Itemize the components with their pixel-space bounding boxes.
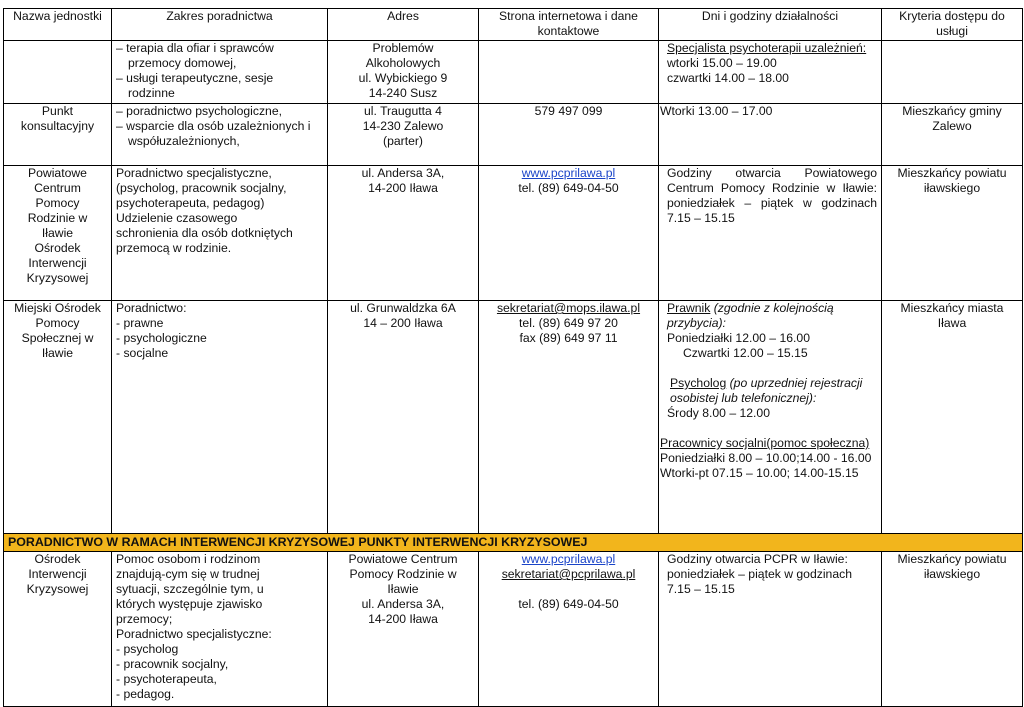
dni-line: Środy 8.00 – 12.00 bbox=[667, 406, 770, 420]
dni-text: Godziny otwarcia PCPR w Iławie: poniedziałek – piątek w godzinach 7.15 – 15.15 bbox=[667, 552, 852, 596]
cell-dni bbox=[659, 552, 882, 707]
kryteria-line: Mieszkańcy miasta bbox=[900, 301, 1004, 315]
header-dni: Dni i godziny działalności bbox=[659, 9, 882, 41]
zakres-line: sytuacji, szczególnie tym, u bbox=[116, 582, 264, 596]
zakres-line: - psychologiczne bbox=[116, 331, 207, 345]
psycholog-note: (po uprzedniej rejestracji osobistej lub telefonicznej): bbox=[670, 376, 863, 405]
zakres-line: Poradnictwo specjalistyczne, bbox=[116, 166, 272, 180]
zakres-line: schronienia dla osób dotkniętych bbox=[116, 226, 293, 240]
cell-dni bbox=[659, 104, 882, 166]
adres-line: ul. Andersa 3A, bbox=[361, 597, 445, 611]
cell-dni bbox=[659, 166, 882, 301]
table-row bbox=[4, 166, 1023, 301]
adres-line: Iławie bbox=[387, 582, 419, 596]
website-link[interactable]: www.pcprilawa.pl bbox=[521, 166, 616, 180]
phone-number: 579 497 099 bbox=[534, 104, 603, 118]
cell-kryteria bbox=[882, 41, 1023, 104]
header-nazwa: Nazwa jednostki bbox=[4, 9, 112, 41]
zakres-line: których występuje zjawisko bbox=[116, 597, 263, 611]
dni-line: Wtorki 13.00 – 17.00 bbox=[660, 104, 773, 118]
cell-dni bbox=[659, 41, 882, 104]
cell-kontakt bbox=[479, 41, 659, 104]
cell-kryteria bbox=[882, 166, 1023, 301]
kryteria-line: Zalewo bbox=[932, 119, 972, 133]
header-kryteria: Kryteria dostępu do usługi bbox=[882, 9, 1023, 41]
nazwa-line: Pomocy bbox=[35, 196, 80, 210]
cell-adres bbox=[328, 104, 479, 166]
zakres-line: - psycholog bbox=[116, 642, 179, 656]
nazwa-line: Miejski Ośrodek bbox=[14, 301, 101, 315]
adres-line: 14 – 200 Iława bbox=[363, 316, 443, 330]
cell-adres bbox=[328, 301, 479, 534]
fax-number: fax (89) 649 97 11 bbox=[519, 331, 618, 345]
phone-number: tel. (89) 649-04-50 bbox=[518, 181, 619, 195]
kryteria-line: iławskiego bbox=[923, 181, 981, 195]
adres-line: Alkoholowych bbox=[365, 56, 441, 70]
dni-line: Czwartki 12.00 – 15.15 bbox=[683, 346, 808, 360]
adres-line: Pomocy Rodzinie w bbox=[349, 567, 457, 581]
phone-number: tel. (89) 649 97 20 bbox=[519, 316, 618, 330]
cell-zakres bbox=[112, 41, 328, 104]
cell-kontakt bbox=[479, 552, 659, 707]
adres-line: ul. Traugutta 4 bbox=[364, 104, 442, 118]
dni-line: wtorki 15.00 – 19.00 bbox=[667, 56, 777, 70]
cell-nazwa bbox=[4, 41, 112, 104]
nazwa-line: Interwencji bbox=[28, 567, 87, 581]
nazwa-line: Iławie bbox=[41, 346, 74, 360]
nazwa-line: Kryzysowej bbox=[26, 582, 89, 596]
header-adres: Adres bbox=[328, 9, 479, 41]
cell-dni bbox=[659, 301, 882, 534]
adres-line: ul. Andersa 3A, bbox=[361, 166, 445, 180]
zakres-line: Poradnictwo: bbox=[116, 301, 187, 315]
zakres-line: znajdują-cym się w trudnej bbox=[116, 567, 260, 581]
phone-number: tel. (89) 649-04-50 bbox=[518, 597, 619, 611]
pracownicy-label: Pracownicy socjalni(pomoc społeczna) bbox=[660, 436, 870, 450]
dni-label: Specjalista psychoterapii uzależnień: bbox=[667, 41, 867, 55]
kryteria-line: Iława bbox=[937, 316, 967, 330]
table-row bbox=[4, 41, 1023, 104]
table-row bbox=[4, 104, 1023, 166]
cell-kontakt bbox=[479, 301, 659, 534]
kryteria-line: Mieszkańcy powiatu bbox=[897, 552, 1007, 566]
nazwa-line: Pomocy bbox=[35, 316, 80, 330]
section-title: PORADNICTWO W RAMACH INTERWENCJI KRYZYSOWEJ PUNKTY INTERWENCJI KRYZYSOWEJ bbox=[4, 534, 1023, 552]
cell-kontakt bbox=[479, 166, 659, 301]
adres-line: 14-230 Zalewo bbox=[362, 119, 444, 133]
zakres-line: Pomoc osobom i rodzinom bbox=[116, 552, 261, 566]
cell-zakres bbox=[112, 301, 328, 534]
nazwa-line: konsultacyjny bbox=[20, 119, 95, 133]
nazwa-line: Rodzinie w bbox=[27, 211, 88, 225]
cell-kryteria bbox=[882, 104, 1023, 166]
zakres-line: przemocy; bbox=[116, 612, 173, 626]
cell-nazwa bbox=[4, 301, 112, 534]
adres-line: 14-200 Iława bbox=[368, 612, 438, 626]
website-link[interactable]: www.pcprilawa.pl bbox=[521, 552, 616, 566]
nazwa-line: Kryzysowej bbox=[26, 271, 89, 285]
adres-line: 14-240 Susz bbox=[368, 86, 438, 100]
nazwa-line: Ośrodek bbox=[34, 241, 81, 255]
nazwa-line: Powiatowe bbox=[28, 166, 87, 180]
zakres-line: Poradnictwo specjalistyczne: bbox=[116, 627, 272, 641]
nazwa-line: Interwencji bbox=[28, 256, 87, 270]
cell-nazwa bbox=[4, 166, 112, 301]
nazwa-line: Iławie bbox=[41, 226, 74, 240]
cell-kryteria bbox=[882, 552, 1023, 707]
cell-zakres bbox=[112, 104, 328, 166]
adres-line: 14-200 Iława bbox=[368, 181, 438, 195]
adres-line: Problemów bbox=[372, 41, 434, 55]
zakres-line: przemocą w rodzinie. bbox=[116, 241, 232, 255]
zakres-line: - pracownik socjalny, bbox=[116, 657, 229, 671]
nazwa-line: Centrum bbox=[34, 181, 81, 195]
cell-kontakt bbox=[479, 104, 659, 166]
cell-zakres bbox=[112, 552, 328, 707]
zakres-line: - prawne bbox=[116, 316, 164, 330]
zakres-line: Udzielenie czasowego bbox=[116, 211, 238, 225]
kryteria-line: Mieszkańcy gminy bbox=[902, 104, 1002, 118]
nazwa-line: Ośrodek bbox=[34, 552, 81, 566]
zakres-line: - pedagog. bbox=[116, 687, 175, 701]
dni-line: czwartki 14.00 – 18.00 bbox=[667, 71, 789, 85]
dni-line: Poniedziałki 12.00 – 16.00 bbox=[667, 331, 810, 345]
zakres-line: - socjalne bbox=[116, 346, 169, 360]
kryteria-line: Mieszkańcy powiatu bbox=[897, 166, 1007, 180]
zakres-line: psychoterapeuta, pedagog) bbox=[116, 196, 265, 210]
prawnik-note: (zgodnie z kolejnością przybycia): bbox=[667, 301, 834, 330]
cell-kryteria bbox=[882, 301, 1023, 534]
dni-line: Poniedziałki 8.00 – 10.00;14.00 - 16.00 bbox=[660, 451, 872, 465]
zakres-item: – terapia dla ofiar i sprawców przemocy domowej, bbox=[116, 41, 274, 70]
services-table bbox=[3, 8, 1023, 707]
kryteria-line: iławskiego bbox=[923, 567, 981, 581]
email-link[interactable]: sekretariat@pcprilawa.pl bbox=[501, 567, 636, 581]
cell-adres bbox=[328, 41, 479, 104]
zakres-line: - psychoterapeuta, bbox=[116, 672, 217, 686]
psycholog-label: Psycholog bbox=[670, 376, 727, 390]
nazwa-line: Społecznej w bbox=[21, 331, 94, 345]
adres-line: ul. Grunwaldzka 6A bbox=[350, 301, 456, 315]
cell-adres bbox=[328, 552, 479, 707]
adres-line: Powiatowe Centrum bbox=[348, 552, 458, 566]
prawnik-label: Prawnik bbox=[667, 301, 711, 315]
email-link[interactable]: sekretariat@mops.ilawa.pl bbox=[496, 301, 641, 315]
dni-text: Godziny otwarcia Powiatowego Centrum Pomocy Rodzinie w Iławie: poniedziałek – piątek w godzinach 7.15 – 15.15 bbox=[667, 166, 877, 225]
zakres-item: – usługi terapeutyczne, sesje rodzinne bbox=[116, 71, 274, 100]
cell-nazwa bbox=[4, 104, 112, 166]
zakres-item: – poradnictwo psychologiczne, bbox=[116, 104, 282, 118]
table-row bbox=[4, 552, 1023, 707]
zakres-item: – wsparcie dla osób uzależnionych i współuzależnionych, bbox=[116, 119, 311, 148]
cell-nazwa bbox=[4, 552, 112, 707]
cell-adres bbox=[328, 166, 479, 301]
cell-zakres bbox=[112, 166, 328, 301]
adres-line: (parter) bbox=[383, 134, 423, 148]
nazwa-line: Punkt bbox=[41, 104, 74, 118]
header-row bbox=[4, 9, 1023, 41]
header-zakres: Zakres poradnictwa bbox=[112, 9, 328, 41]
header-kontakt: Strona internetowa i dane kontaktowe bbox=[479, 9, 659, 41]
table-row bbox=[4, 301, 1023, 534]
adres-line: ul. Wybickiego 9 bbox=[358, 71, 448, 85]
zakres-line: (psycholog, pracownik socjalny, bbox=[116, 181, 287, 195]
section-header-row bbox=[4, 534, 1023, 552]
dni-line: Wtorki-pt 07.15 – 10.00; 14.00-15.15 bbox=[660, 466, 859, 480]
